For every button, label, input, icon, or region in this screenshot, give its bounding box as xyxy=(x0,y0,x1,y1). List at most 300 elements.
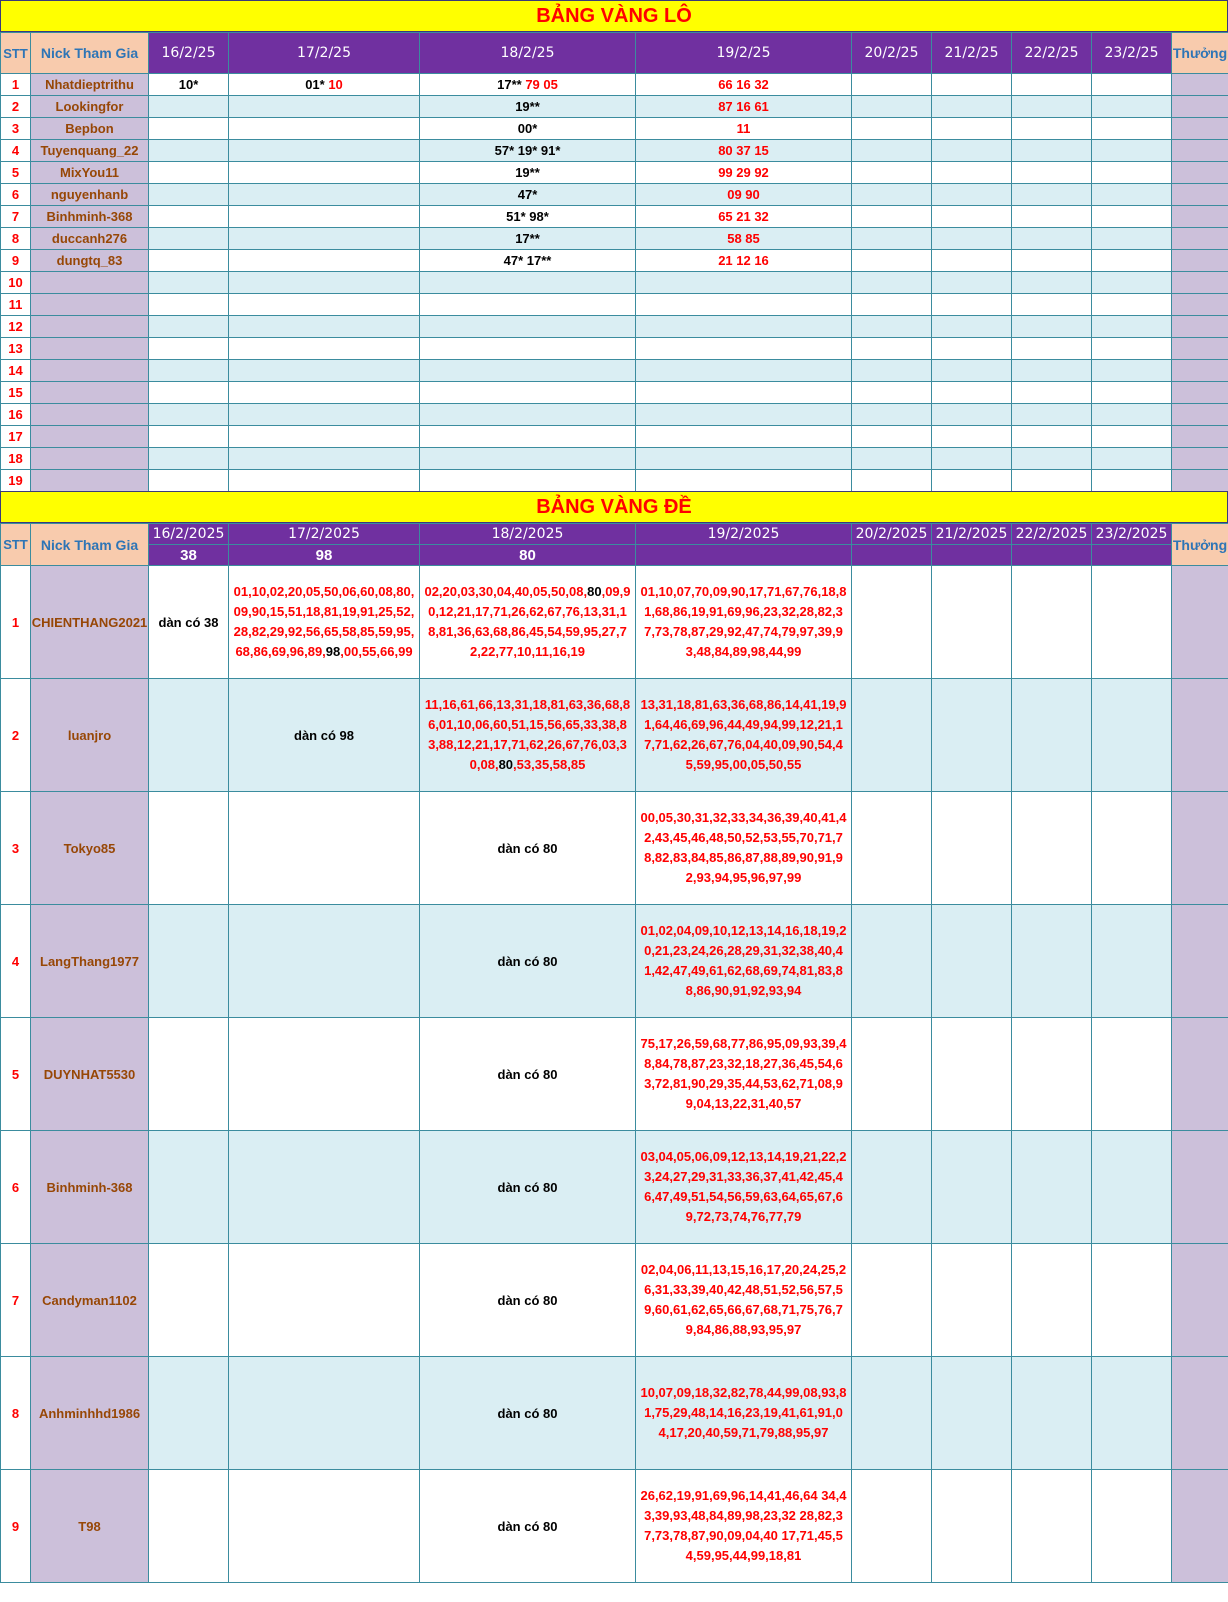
pick-text: 13,31,18,81,63,36,68,86,14,41,19,91,64,46,69,96,44,49,94,99,12,21,17,71,62,26,67,76,04,40,09,90,54,45,59,95,00,05,50,55 xyxy=(640,697,847,772)
pick-cell xyxy=(1012,338,1092,360)
pick-text: dàn có 80 xyxy=(497,840,558,856)
nick-name xyxy=(31,294,149,316)
pick-cell xyxy=(1092,250,1172,272)
pick-cell xyxy=(1092,566,1172,679)
pick-cell xyxy=(1012,679,1092,792)
pick-cell xyxy=(932,294,1012,316)
pick-cell xyxy=(229,1018,420,1131)
pick-cell xyxy=(229,118,420,140)
table-row xyxy=(1,118,1228,140)
de-title-banner: BẢNG VÀNG ĐỀ xyxy=(0,491,1228,523)
pick-cell xyxy=(1012,272,1092,294)
pick-cell xyxy=(420,566,636,679)
pick-cell xyxy=(852,792,932,905)
pick-cell xyxy=(420,118,636,140)
nick-name: luanjro xyxy=(31,679,149,792)
pick-cell xyxy=(932,1244,1012,1357)
pick-cell xyxy=(932,118,1012,140)
pick-cell xyxy=(229,1244,420,1357)
pick-cell xyxy=(1012,360,1092,382)
pick-cell xyxy=(1012,426,1092,448)
table-row xyxy=(1,792,1228,905)
nick-name xyxy=(31,360,149,382)
pick-cell xyxy=(636,338,852,360)
pick-cell xyxy=(229,470,420,492)
pick-text: 57* 19* 91* xyxy=(494,143,561,158)
result-value xyxy=(1092,545,1172,566)
pick-cell xyxy=(229,250,420,272)
pick-cell xyxy=(1092,1018,1172,1131)
pick-cell xyxy=(932,228,1012,250)
pick-cell xyxy=(932,905,1012,1018)
result-value xyxy=(932,545,1012,566)
pick-text: 51* 98* xyxy=(506,209,549,224)
table-row xyxy=(1,470,1228,492)
reward-cell xyxy=(1172,316,1228,338)
table-row xyxy=(1,250,1228,272)
pick-cell xyxy=(1092,96,1172,118)
pick-cell xyxy=(420,162,636,184)
pick-cell xyxy=(420,426,636,448)
lo-table xyxy=(0,32,1228,492)
date-header: 16/2/2025 xyxy=(149,524,229,545)
pick-cell xyxy=(852,338,932,360)
pick-text: 11,16,61,66,13,31,18,81,63,36,68,86,01,10,06,60,51,15,56,65,33,38,83,88,12,21,17,71,62,26,67,76,03,30,08, xyxy=(424,697,631,772)
pick-text: 47* xyxy=(517,187,538,202)
pick-cell xyxy=(420,360,636,382)
pick-cell xyxy=(1012,294,1092,316)
pick-text: 01,10,02,20,05,50,06,60,08,80,09,90,15,51,18,81,19,91,25,52,28,82,29,92,56,65,58,85,59,95,68,86,69,96,89, xyxy=(233,584,415,659)
table-row xyxy=(1,448,1228,470)
reward-cell xyxy=(1172,1131,1228,1244)
pick-text: 79 05 xyxy=(525,77,558,92)
row-number: 8 xyxy=(1,228,31,250)
pick-cell xyxy=(1092,272,1172,294)
result-value: 80 xyxy=(420,545,636,566)
pick-text: 03,04,05,06,09,12,13,14,19,21,22,23,24,27,29,31,33,36,37,41,42,45,46,47,49,51,54,56,59,63,64,65,67,69,72,73,74,76,77,79 xyxy=(640,1149,847,1224)
pick-cell xyxy=(149,1018,229,1131)
pick-cell xyxy=(932,566,1012,679)
pick-cell xyxy=(149,250,229,272)
pick-cell xyxy=(149,206,229,228)
pick-cell xyxy=(1092,1131,1172,1244)
pick-text: 10,07,09,18,32,82,78,44,99,08,93,81,75,29,48,14,16,23,19,41,61,91,04,17,20,40,59,71,79,88,95,97 xyxy=(640,1385,847,1440)
pick-cell xyxy=(420,228,636,250)
pick-cell xyxy=(636,228,852,250)
nick-name: Tokyo85 xyxy=(31,792,149,905)
pick-text: 09 90 xyxy=(727,187,760,202)
pick-cell xyxy=(852,294,932,316)
pick-cell xyxy=(420,338,636,360)
pick-cell xyxy=(852,404,932,426)
pick-text: 01* xyxy=(305,77,329,92)
pick-cell xyxy=(1012,792,1092,905)
pick-cell xyxy=(932,679,1012,792)
pick-cell xyxy=(149,184,229,206)
pick-cell xyxy=(932,96,1012,118)
row-number: 2 xyxy=(1,679,31,792)
pick-cell xyxy=(149,426,229,448)
pick-cell xyxy=(229,1357,420,1470)
nick-name xyxy=(31,338,149,360)
pick-cell xyxy=(1092,448,1172,470)
pick-cell xyxy=(852,382,932,404)
pick-cell xyxy=(636,792,852,905)
row-number: 1 xyxy=(1,74,31,96)
pick-cell xyxy=(636,1244,852,1357)
nick-name: LangThang1977 xyxy=(31,905,149,1018)
pick-cell xyxy=(1012,404,1092,426)
pick-cell xyxy=(636,1131,852,1244)
pick-cell xyxy=(229,404,420,426)
pick-cell xyxy=(852,140,932,162)
pick-cell xyxy=(420,294,636,316)
pick-cell xyxy=(229,316,420,338)
pick-cell xyxy=(1092,360,1172,382)
pick-cell xyxy=(149,470,229,492)
pick-cell xyxy=(420,184,636,206)
pick-text: dàn có 80 xyxy=(497,953,558,969)
pick-cell xyxy=(1012,1244,1092,1357)
pick-cell xyxy=(1092,382,1172,404)
reward-cell xyxy=(1172,1357,1228,1470)
pick-cell xyxy=(636,294,852,316)
pick-cell xyxy=(1092,228,1172,250)
pick-cell xyxy=(852,74,932,96)
row-number: 13 xyxy=(1,338,31,360)
pick-cell xyxy=(1092,118,1172,140)
pick-cell xyxy=(229,272,420,294)
date-header: 17/2/25 xyxy=(229,33,420,74)
row-number: 3 xyxy=(1,118,31,140)
row-number: 4 xyxy=(1,140,31,162)
nick-name: Anhminhhd1986 xyxy=(31,1357,149,1470)
pick-text: 10 xyxy=(328,77,343,92)
row-number: 6 xyxy=(1,1131,31,1244)
pick-text: 58 85 xyxy=(727,231,760,246)
pick-cell xyxy=(420,206,636,228)
pick-cell xyxy=(1092,294,1172,316)
pick-cell xyxy=(420,316,636,338)
row-number: 19 xyxy=(1,470,31,492)
pick-cell xyxy=(932,382,1012,404)
nick-name xyxy=(31,316,149,338)
pick-cell xyxy=(229,360,420,382)
nick-header: Nick Tham Gia xyxy=(31,33,149,74)
de-result-row xyxy=(1,545,1228,566)
stt-header: STT xyxy=(1,524,31,566)
table-row xyxy=(1,338,1228,360)
pick-cell xyxy=(852,360,932,382)
pick-cell xyxy=(1092,1357,1172,1470)
pick-cell xyxy=(636,118,852,140)
pick-cell xyxy=(852,1357,932,1470)
pick-cell xyxy=(1092,426,1172,448)
pick-cell xyxy=(852,118,932,140)
pick-cell xyxy=(1092,1244,1172,1357)
pick-cell xyxy=(149,1357,229,1470)
result-value xyxy=(636,545,852,566)
pick-cell xyxy=(852,1244,932,1357)
pick-cell xyxy=(852,206,932,228)
pick-cell xyxy=(149,294,229,316)
pick-cell xyxy=(229,1131,420,1244)
table-row xyxy=(1,382,1228,404)
pick-cell xyxy=(852,96,932,118)
pick-cell xyxy=(636,96,852,118)
date-header: 22/2/25 xyxy=(1012,33,1092,74)
nick-name: DUYNHAT5530 xyxy=(31,1018,149,1131)
pick-text: 10* xyxy=(178,77,199,92)
pick-cell xyxy=(852,272,932,294)
nick-name xyxy=(31,382,149,404)
reward-cell xyxy=(1172,294,1228,316)
pick-cell xyxy=(149,382,229,404)
nick-name: Binhminh-368 xyxy=(31,206,149,228)
pick-cell xyxy=(636,184,852,206)
pick-cell xyxy=(636,382,852,404)
nick-name xyxy=(31,404,149,426)
pick-cell xyxy=(932,470,1012,492)
table-row xyxy=(1,228,1228,250)
table-row xyxy=(1,426,1228,448)
pick-cell xyxy=(636,470,852,492)
pick-cell xyxy=(1012,905,1092,1018)
pick-cell xyxy=(1092,1470,1172,1583)
pick-cell xyxy=(1092,470,1172,492)
pick-cell xyxy=(149,1470,229,1583)
pick-cell xyxy=(852,1470,932,1583)
pick-cell xyxy=(149,448,229,470)
pick-cell xyxy=(636,1018,852,1131)
table-row xyxy=(1,316,1228,338)
table-row xyxy=(1,679,1228,792)
pick-cell xyxy=(1012,316,1092,338)
row-number: 18 xyxy=(1,448,31,470)
reward-cell xyxy=(1172,206,1228,228)
pick-cell xyxy=(1092,74,1172,96)
pick-cell xyxy=(932,1357,1012,1470)
row-number: 5 xyxy=(1,1018,31,1131)
pick-cell xyxy=(852,426,932,448)
pick-cell xyxy=(636,404,852,426)
pick-cell xyxy=(229,228,420,250)
pick-cell xyxy=(420,1357,636,1470)
pick-cell xyxy=(1092,404,1172,426)
pick-cell xyxy=(229,74,420,96)
nick-name xyxy=(31,272,149,294)
pick-cell xyxy=(932,184,1012,206)
pick-cell xyxy=(1092,162,1172,184)
reward-header: Thưởng xyxy=(1172,33,1228,74)
pick-text: 75,17,26,59,68,77,86,95,09,93,39,48,84,78,87,23,32,18,27,36,45,54,63,72,81,90,29,35,44,53,62,71,08,99,04,13,22,31,40,57 xyxy=(640,1036,847,1111)
date-header: 16/2/25 xyxy=(149,33,229,74)
nick-header: Nick Tham Gia xyxy=(31,524,149,566)
pick-cell xyxy=(229,1470,420,1583)
nick-name xyxy=(31,448,149,470)
result-value xyxy=(852,545,932,566)
nick-name: T98 xyxy=(31,1470,149,1583)
pick-text: 19** xyxy=(515,99,540,114)
pick-cell xyxy=(932,272,1012,294)
pick-cell xyxy=(420,1470,636,1583)
table-row xyxy=(1,905,1228,1018)
pick-text: 02,20,03,30,04,40,05,50,08, xyxy=(424,584,588,599)
pick-cell xyxy=(636,426,852,448)
pick-cell xyxy=(932,162,1012,184)
pick-cell xyxy=(1012,96,1092,118)
pick-cell xyxy=(1092,206,1172,228)
table-row xyxy=(1,140,1228,162)
pick-cell xyxy=(932,404,1012,426)
pick-cell xyxy=(149,272,229,294)
date-header: 18/2/25 xyxy=(420,33,636,74)
pick-text: dàn có 80 xyxy=(497,1066,558,1082)
pick-cell xyxy=(1012,1470,1092,1583)
pick-cell xyxy=(1012,206,1092,228)
pick-text: dàn có 80 xyxy=(497,1179,558,1195)
table-row xyxy=(1,1018,1228,1131)
row-number: 7 xyxy=(1,206,31,228)
row-number: 9 xyxy=(1,1470,31,1583)
pick-cell xyxy=(229,184,420,206)
pick-cell xyxy=(636,162,852,184)
pick-text: dàn có 80 xyxy=(497,1292,558,1308)
pick-cell xyxy=(420,74,636,96)
pick-cell xyxy=(420,382,636,404)
nick-name: MixYou11 xyxy=(31,162,149,184)
table-row xyxy=(1,272,1228,294)
pick-text: 47* 17** xyxy=(503,253,552,268)
pick-text: 80 xyxy=(498,757,514,772)
pick-cell xyxy=(420,679,636,792)
row-number: 12 xyxy=(1,316,31,338)
pick-cell xyxy=(149,140,229,162)
pick-cell xyxy=(1092,184,1172,206)
pick-cell xyxy=(636,1470,852,1583)
pick-cell xyxy=(229,162,420,184)
pick-cell xyxy=(420,250,636,272)
pick-cell xyxy=(420,272,636,294)
reward-cell xyxy=(1172,1018,1228,1131)
row-number: 5 xyxy=(1,162,31,184)
pick-cell xyxy=(852,470,932,492)
pick-cell xyxy=(932,250,1012,272)
pick-cell xyxy=(420,96,636,118)
pick-cell xyxy=(149,1131,229,1244)
pick-cell xyxy=(636,448,852,470)
pick-cell xyxy=(932,140,1012,162)
pick-cell xyxy=(1012,228,1092,250)
pick-cell xyxy=(636,679,852,792)
date-header: 22/2/2025 xyxy=(1012,524,1092,545)
pick-text: ,09,90,12,21,17,71,26,62,67,76,13,31,18,81,36,63,68,86,45,54,59,95,27,72,22,77,10,11,16,19 xyxy=(428,584,631,659)
result-value: 38 xyxy=(149,545,229,566)
pick-cell xyxy=(932,1470,1012,1583)
pick-cell xyxy=(636,74,852,96)
pick-cell xyxy=(149,338,229,360)
pick-cell xyxy=(420,140,636,162)
pick-cell xyxy=(852,1131,932,1244)
row-number: 2 xyxy=(1,96,31,118)
date-header: 20/2/2025 xyxy=(852,524,932,545)
pick-cell xyxy=(1012,1131,1092,1244)
pick-cell xyxy=(229,566,420,679)
pick-cell xyxy=(636,566,852,679)
table-row xyxy=(1,1470,1228,1583)
pick-text: 00,05,30,31,32,33,34,36,39,40,41,42,43,45,46,48,50,52,53,55,70,71,78,82,83,84,85,86,87,88,89,90,91,92,93,94,95,96,97,99 xyxy=(640,810,847,885)
pick-cell xyxy=(229,294,420,316)
pick-cell xyxy=(1012,382,1092,404)
pick-cell xyxy=(852,184,932,206)
nick-name: dungtq_83 xyxy=(31,250,149,272)
pick-cell xyxy=(852,566,932,679)
pick-cell xyxy=(149,566,229,679)
table-row xyxy=(1,1244,1228,1357)
pick-text: 66 16 32 xyxy=(718,77,769,92)
nick-name: Tuyenquang_22 xyxy=(31,140,149,162)
reward-header: Thưởng xyxy=(1172,524,1228,566)
pick-cell xyxy=(636,316,852,338)
pick-text: 87 16 61 xyxy=(718,99,769,114)
nick-name: duccanh276 xyxy=(31,228,149,250)
pick-text: 21 12 16 xyxy=(718,253,769,268)
pick-cell xyxy=(852,316,932,338)
lo-title-banner: BẢNG VÀNG LÔ xyxy=(0,0,1228,32)
reward-cell xyxy=(1172,1470,1228,1583)
table-row xyxy=(1,206,1228,228)
nick-name: Nhatdieptrithu xyxy=(31,74,149,96)
pick-cell xyxy=(149,905,229,1018)
nick-name: Binhminh-368 xyxy=(31,1131,149,1244)
pick-cell xyxy=(420,905,636,1018)
pick-cell xyxy=(932,426,1012,448)
table-row xyxy=(1,294,1228,316)
pick-cell xyxy=(932,360,1012,382)
date-header: 20/2/25 xyxy=(852,33,932,74)
reward-cell xyxy=(1172,184,1228,206)
pick-cell xyxy=(852,905,932,1018)
row-number: 9 xyxy=(1,250,31,272)
row-number: 1 xyxy=(1,566,31,679)
reward-cell xyxy=(1172,905,1228,1018)
pick-cell xyxy=(636,1357,852,1470)
pick-cell xyxy=(229,382,420,404)
pick-cell xyxy=(1012,1357,1092,1470)
pick-cell xyxy=(149,228,229,250)
table-row xyxy=(1,404,1228,426)
pick-cell xyxy=(149,96,229,118)
reward-cell xyxy=(1172,272,1228,294)
reward-cell xyxy=(1172,360,1228,382)
row-number: 10 xyxy=(1,272,31,294)
reward-cell xyxy=(1172,404,1228,426)
pick-cell xyxy=(932,316,1012,338)
result-value: 98 xyxy=(229,545,420,566)
pick-cell xyxy=(852,162,932,184)
pick-cell xyxy=(1012,566,1092,679)
pick-cell xyxy=(636,360,852,382)
pick-text: 02,04,06,11,13,15,16,17,20,24,25,26,31,33,39,40,42,48,51,52,56,57,59,60,61,62,65,66,67,68,71,75,76,79,84,86,88,93,95,97 xyxy=(640,1262,847,1337)
pick-cell xyxy=(229,679,420,792)
nick-name: Lookingfor xyxy=(31,96,149,118)
table-row xyxy=(1,74,1228,96)
pick-text: ,53,35,58,85 xyxy=(513,757,586,772)
pick-cell xyxy=(1012,1018,1092,1131)
reward-cell xyxy=(1172,338,1228,360)
de-header-row xyxy=(1,524,1228,545)
pick-cell xyxy=(420,1018,636,1131)
